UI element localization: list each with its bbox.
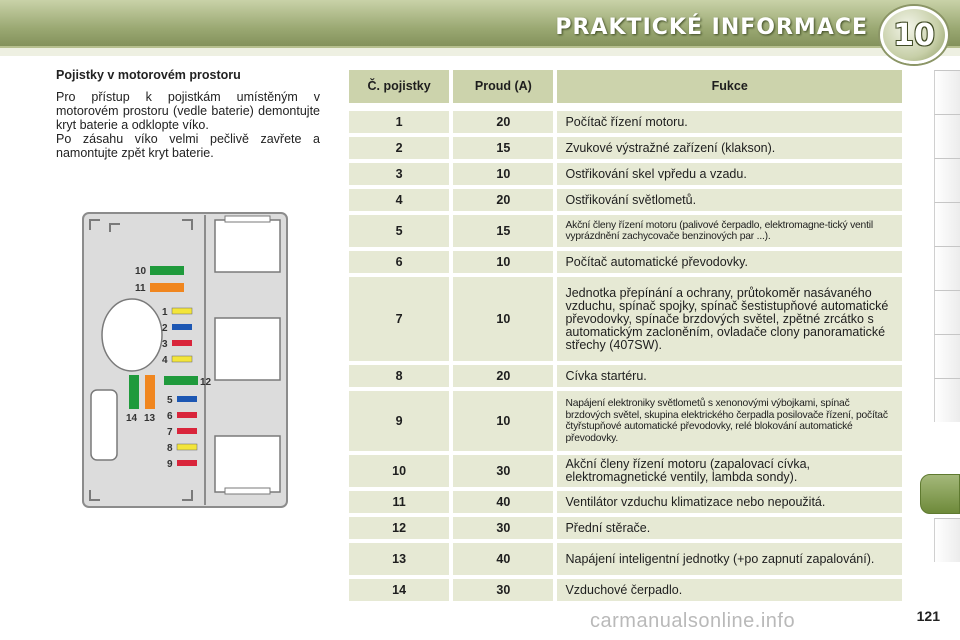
chapter-tab[interactable] [934,518,960,562]
fuse-number: 8 [349,365,449,387]
fuse-8 [177,444,197,450]
header-function: Fukce [557,70,902,103]
fuse-12 [164,376,198,385]
fuse-label-4: 4 [162,355,168,366]
fuse-7 [177,428,197,434]
fuse-box-diagram [80,210,290,510]
chapter-tab[interactable] [934,290,960,334]
table-row [349,189,902,211]
intro-paragraph-1: Pro přístup k pojistkám umístěným v motorovém prostoru (vedle baterie) demontujte kryt baterie a odklopte víko. [56,90,320,132]
fuse-number: 13 [349,543,449,575]
fuse-5 [177,396,197,402]
fuse-9 [177,460,197,466]
table-row [349,137,902,159]
fuse-label-10: 10 [135,266,147,277]
relay-tab [225,216,270,222]
relay-slot [215,220,280,272]
chapter-number: 10 [893,17,935,53]
chapter-tabs [930,70,960,570]
fuse-number: 2 [349,137,449,159]
table-row [349,251,902,273]
fuse-number: 5 [349,215,449,247]
fuse-current: 40 [453,491,553,513]
table-row [349,579,902,601]
fuse-number: 9 [349,391,449,451]
chapter-tab[interactable] [934,114,960,158]
chapter-tab[interactable] [934,378,960,422]
fuse-current: 30 [453,517,553,539]
fuse-function: Přední stěrače. [557,517,902,539]
fuse-function: Zvukové výstražné zařízení (klakson). [557,137,902,159]
table-row [349,163,902,185]
header-fuse-number: Č. pojistky [349,70,449,103]
diagram-opening [91,390,117,460]
fuse-6 [177,412,197,418]
chapter-tab[interactable] [934,202,960,246]
fuse-10 [150,266,184,275]
fuse-label-1: 1 [162,307,168,318]
relay-slot [215,436,280,492]
fuse-current: 20 [453,365,553,387]
page-number: 121 [916,608,940,624]
fuse-13 [145,375,155,409]
intro-paragraph-2: Po zásahu víko velmi pečlivě zavřete a namontujte zpět kryt baterie. [56,132,320,160]
fuse-function: Ostřikování skel vpředu a vzadu. [557,163,902,185]
fuse-number: 11 [349,491,449,513]
table-row [349,391,902,451]
chapter-tab[interactable] [934,70,960,114]
chapter-title: PRAKTICKÉ INFORMACE [555,15,868,40]
fuse-box-svg [80,210,290,510]
table-header-row [349,70,902,103]
fuse-function: Vzduchové čerpadlo. [557,579,902,601]
table-row [349,277,902,361]
header-divider [0,46,960,56]
fuse-number: 3 [349,163,449,185]
table-row [349,543,902,575]
fuse-number: 10 [349,455,449,487]
fuse-number: 14 [349,579,449,601]
fuse-11 [150,283,184,292]
fuse-function: Akční členy řízení motoru (zapalovací cívka, elektromagnetické ventily, lambda sondy). [557,455,902,487]
fuse-1 [172,308,192,314]
fuse-label-7: 7 [167,427,173,438]
fuse-label-5: 5 [167,395,173,406]
fuse-number: 6 [349,251,449,273]
fuse-function: Ventilátor vzduchu klimatizace nebo nepoužitá. [557,491,902,513]
intro-section [56,68,320,160]
fuse-label-3: 3 [162,339,168,350]
fuse-label-6: 6 [167,411,173,422]
fuse-current: 10 [453,163,553,185]
relay-tab [225,488,270,494]
chapter-tab[interactable] [934,158,960,202]
chapter-badge [880,6,948,64]
fuse-current: 15 [453,215,553,247]
table-row [349,455,902,487]
fuse-current: 20 [453,111,553,133]
fuse-label-11: 11 [135,283,146,294]
chapter-tab[interactable] [934,334,960,378]
relay-slot [215,318,280,380]
fuse-label-9: 9 [167,459,173,470]
fuse-current: 10 [453,251,553,273]
fuse-label-2: 2 [162,323,168,334]
fuse-current: 30 [453,579,553,601]
fuse-function: Akční členy řízení motoru (palivové čerpadlo, elektromagne-tický ventil vyprázdnění zachycovače benzinových par ...). [557,215,902,247]
fuse-number: 1 [349,111,449,133]
fuse-3 [172,340,192,346]
fuse-label-13: 13 [144,413,156,424]
table-row [349,111,902,133]
table-row [349,491,902,513]
fuse-number: 12 [349,517,449,539]
fuse-number: 7 [349,277,449,361]
header-current: Proud (A) [453,70,553,103]
table-row [349,215,902,247]
fuse-number: 4 [349,189,449,211]
fuse-table [349,70,902,605]
fuse-label-14: 14 [126,413,138,424]
fuse-current: 15 [453,137,553,159]
diagram-opening [102,299,162,371]
fuse-2 [172,324,192,330]
fuse-function: Jednotka přepínání a ochrany, průtokoměr nasávaného vzduchu, spínač spojky, spínač šestistupňové automatické převodovky, spínače brzdových světel, zpětné zrcátko s automatickým zacloněním, ovladače clony panoramatické střechy (407SW). [557,277,902,361]
fuse-label-12: 12 [200,377,212,388]
chapter-tab[interactable] [934,246,960,290]
fuse-function: Ostřikování světlometů. [557,189,902,211]
fuse-current: 30 [453,455,553,487]
fuse-function: Napájení inteligentní jednotky (+po zapnutí zapalování). [557,543,902,575]
section-title: Pojistky v motorovém prostoru [56,68,241,82]
fuse-14 [129,375,139,409]
fuse-label-8: 8 [167,443,173,454]
fuse-current: 10 [453,277,553,361]
fuse-current: 10 [453,391,553,451]
fuse-function: Počítač automatické převodovky. [557,251,902,273]
table-row [349,517,902,539]
fuse-4 [172,356,192,362]
fuse-current: 40 [453,543,553,575]
watermark: carmanualsonline.info [590,610,796,632]
chapter-tab-active[interactable] [920,474,960,514]
table-row [349,365,902,387]
fuse-function: Cívka startéru. [557,365,902,387]
fuse-function: Napájení elektroniky světlometů s xenonovými výbojkami, spínač brzdových světel, skupina elektrického čerpadla posilovače řízení, počítač čtyřstupňové automatické převodovky, relé blokování automatické převodovky. [557,391,902,451]
fuse-function: Počítač řízení motoru. [557,111,902,133]
fuse-current: 20 [453,189,553,211]
